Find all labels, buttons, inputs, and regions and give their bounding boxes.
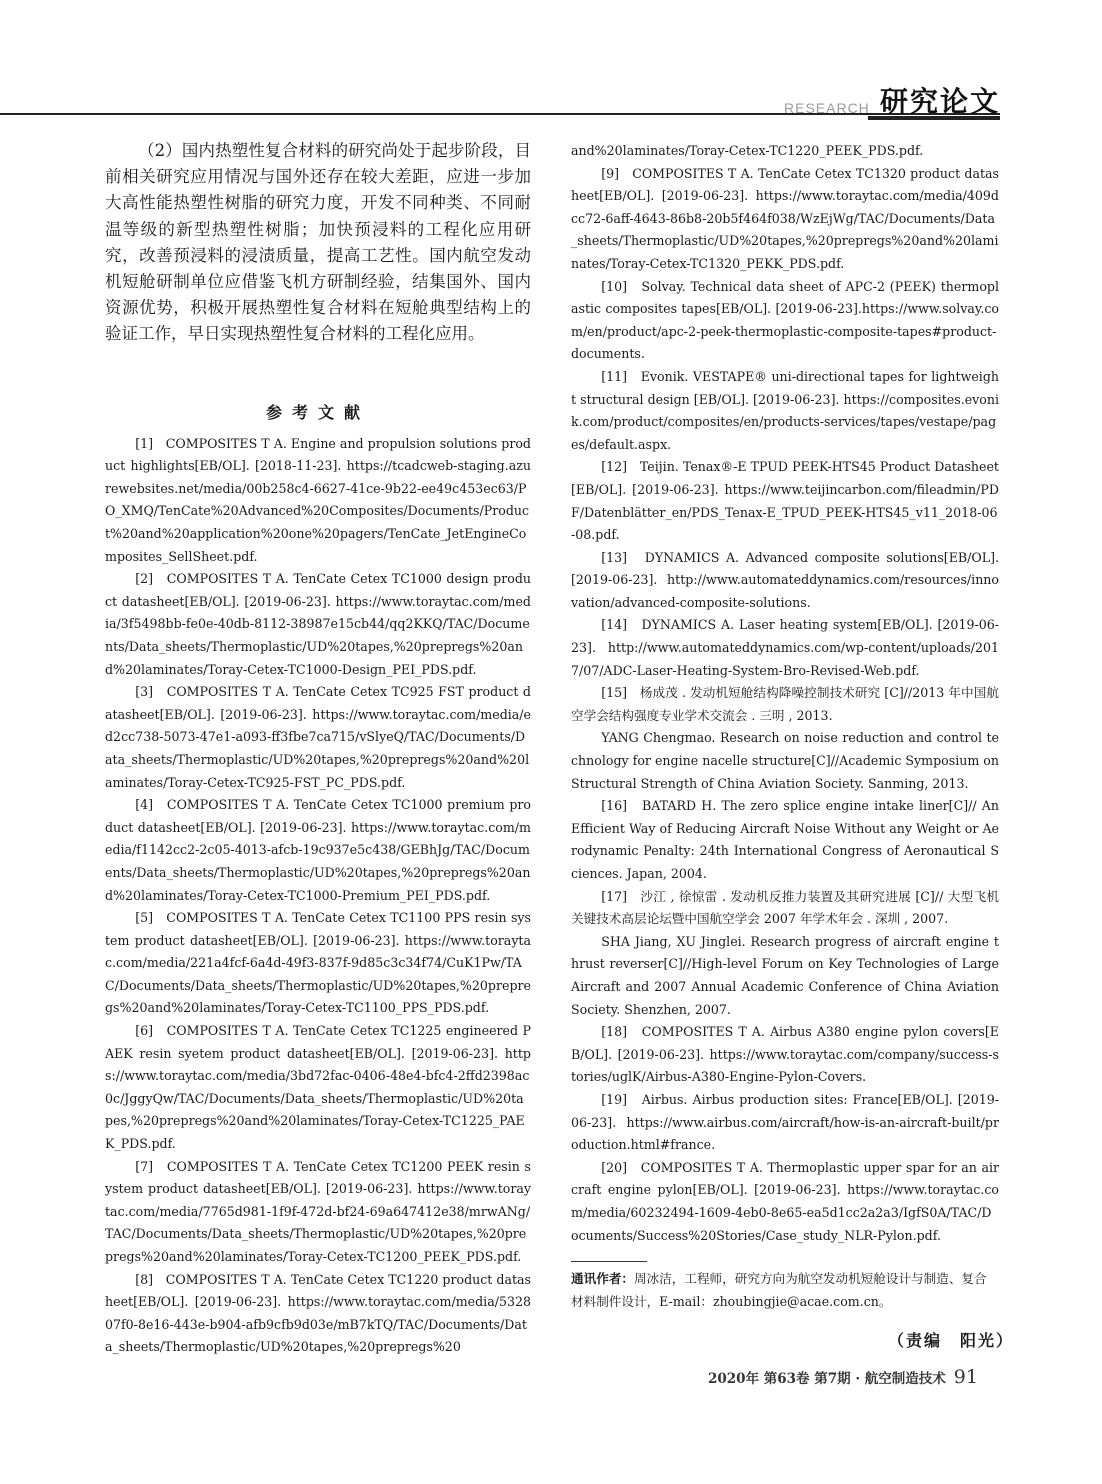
reference-entry: [10] Solvay. Technical data sheet of APC-2 (PEEK) thermoplastic composites tapes[EB/OL]. [2019-06-23].https://www.solvay.com/en/product/apc-2-peek-thermoplastic-composite-tapes#product-documents. — [571, 278, 999, 362]
footnote-label: 通讯作者： — [571, 1271, 634, 1287]
page-number: 91 — [953, 1366, 978, 1388]
reference-entry: [5] COMPOSITES T A. TenCate Cetex TC1100 PPS resin system product datasheet[EB/OL]. [2019-06-23]. https://www.toraytac.com/media/221a4fcf-6a4d-49f3-837f-9d85c3c34f74/CuK1Pw/TAC/Documents/Data_sheets/Thermoplastic/UD%20tapes,%20prepregs%20and%20laminates/Toray-Cetex-TC1100_PPS_PDS.pdf. — [105, 910, 531, 1016]
references-heading: 参考文献 — [265, 402, 370, 422]
reference-entry: SHA Jiang, XU Jinglei. Research progress of aircraft engine thrust reverser[C]//High-level Forum on Key Technologies of Large Aircraft and 2007 Annual Academic Conference of China Aviation Society. Shenzhen, 2007. — [571, 933, 999, 1017]
conclusion-paragraph: （2）国内热塑性复合材料的研究尚处于起步阶段，目前相关研究应用情况与国外还存在较大差距，应进一步加大高性能热塑性树脂的研究力度，开发不同种类、不同耐温等级的新型热塑性树脂；加快预浸料的工程化应用研究，改善预浸料的浸渍质量，提高工艺性。国内航空发动机短舱研制单位应借鉴飞机方研制经验，结集国外、国内资源优势，积极开展热塑性复合材料在短舱典型结构上的验证工作，早日实现热塑性复合材料的工程化应用。 — [105, 141, 531, 344]
reference-entry: [2] COMPOSITES T A. TenCate Cetex TC1000 design product datasheet[EB/OL]. [2019-06-23]. https://www.toraytac.com/media/3f5498bb-fe0e-40db-8112-38987e15cb44/qq2KKQ/TAC/Documents/Data_sheets/Thermoplastic/UD%20tapes,%20prepregs%20and%20laminates/Toray-Cetex-TC1000-Design_PEI_PDS.pdf. — [105, 571, 531, 677]
references-list-right — [571, 140, 999, 1247]
journal-issue: 2020年 第63卷 第7期 · 航空制造技术 — [708, 1371, 946, 1387]
section-title: 研究论文 — [880, 85, 1001, 118]
reference-entry: [14] DYNAMICS A. Laser heating system[EB/OL]. [2019-06-23]. http://www.automateddynamics.com/wp-content/uploads/2017/07/ADC-Laser-Heating-System-Bro-Revised-Web.pdf. — [571, 617, 999, 678]
right-column — [571, 140, 999, 1313]
footnote-text: 周冰洁，工程师，研究方向为航空发动机短舱设计与制造、复合材料制件设计，E-mail：zhoubingjie@acae.com.cn。 — [571, 1271, 987, 1309]
reference-entry: [18] COMPOSITES T A. Airbus A380 engine pylon covers[EB/OL]. [2019-06-23]. https://www.toraytac.com/company/success-stories/uglK/Airbus-A380-Engine-Pylon-Covers. — [571, 1024, 999, 1085]
references-list-left — [105, 433, 531, 1359]
reference-entry: YANG Chengmao. Research on noise reduction and control technology for engine nacelle structure[C]//Academic Symposium on Structural Strength of China Aviation Society. Sanming, 2013. — [571, 730, 999, 791]
footnote-rule — [571, 1261, 647, 1262]
left-column — [105, 138, 531, 1359]
reference-entry: [3] COMPOSITES T A. TenCate Cetex TC925 FST product datasheet[EB/OL]. [2019-06-23]. https://www.toraytac.com/media/ed2cc738-5073-47e1-a093-ff3fbe7ca715/vSlyeQ/TAC/Documents/Data_sheets/Thermoplastic/UD%20tapes,%20prepregs%20and%20laminates/Toray-Cetex-TC925-FST_PC_PDS.pdf. — [105, 684, 531, 790]
page-footer — [708, 1366, 978, 1388]
reference-entry: [13] DYNAMICS A. Advanced composite solutions[EB/OL]. [2019-06-23]. http://www.automateddynamics.com/resources/innovation/advanced-composite-solutions. — [571, 549, 999, 610]
editor-credit: （责编 阳光） — [888, 1331, 1015, 1350]
reference-entry: [6] COMPOSITES T A. TenCate Cetex TC1225 engineered PAEK resin syetem product datasheet[EB/OL]. [2019-06-23]. https://www.toraytac.com/media/3bd72fac-0406-48e4-bfc4-2ffd2398ac0c/JggyQw/TAC/Documents/Data_sheets/Thermoplastic/UD%20tapes,%20prepregs%20and%20laminates/Toray-Cetex-TC1225_PAEK_PDS.pdf. — [105, 1023, 531, 1152]
reference-entry: [8] COMPOSITES T A. TenCate Cetex TC1220 product datasheet[EB/OL]. [2019-06-23]. https://www.toraytac.com/media/532807f0-8e16-443e-b904-afb9cfb9d03e/mB7kTQ/TAC/Documents/Data_sheets/Thermoplastic/UD%20tapes,%20prepregs%20 — [105, 1271, 531, 1355]
reference-entry: [15] 杨成茂 . 发动机短舱结构降噪控制技术研究 [C]//2013 年中国航空学会结构强度专业学术交流会 . 三明 , 2013. — [571, 685, 999, 723]
reference-entry: [17] 沙江 , 徐惊雷 . 发动机反推力装置及其研究进展 [C]// 大型飞机关键技术高层论坛暨中国航空学会 2007 年学术年会 . 深圳 , 2007. — [571, 888, 999, 927]
reference-entry: [20] COMPOSITES T A. Thermoplastic upper spar for an aircraft engine pylon[EB/OL]. [2019-06-23]. https://www.toraytac.com/media/60232494-1609-4eb0-8e65-ea5d1cc2a2a3/IgfS0A/TAC/Documents/Success%20Stories/Case_study_NLR-Pylon.pdf. — [571, 1159, 999, 1243]
reference-entry: and%20laminates/Toray-Cetex-TC1220_PEEK_PDS.pdf. — [571, 143, 924, 158]
reference-entry: [9] COMPOSITES T A. TenCate Cetex TC1320 product datasheet[EB/OL]. [2019-06-23]. https://www.toraytac.com/media/409dcc72-6aff-4643-86b8-20b5f464f038/WzEjWg/TAC/Documents/Data_sheets/Thermoplastic/UD%20tapes,%20prepregs%20and%20laminates/Toray-Cetex-TC1320_PEKK_PDS.pdf. — [571, 165, 999, 271]
author-footnote — [571, 1268, 999, 1313]
reference-entry: [16] BATARD H. The zero splice engine intake liner[C]// An Efficient Way of Reducing Aircraft Noise Without any Weight or Aerodynamic Penalty: 24th International Congress of Aeronautical Sciences. Japan, 2004. — [571, 798, 999, 881]
section-label-research: RESEARCH — [784, 100, 870, 116]
reference-entry: [1] COMPOSITES T A. Engine and propulsion solutions product highlights[EB/OL]. [2018-11-23]. https://tcadcweb-staging.azurewebsites.net/media/00b258c4-6627-41ce-9b22-ee49c453ec63/PO_XMQ/TenCate%20Advanced%20Composites/Documents/Product%20and%20application%20one%20pagers/TenCate_JetEngineComposites_SellSheet.pdf. — [105, 435, 531, 564]
reference-entry: [4] COMPOSITES T A. TenCate Cetex TC1000 premium product datasheet[EB/OL]. [2019-06-23]. https://www.toraytac.com/media/f1142cc2-2c05-4013-afcb-19c937e5c438/GEBhJg/TAC/Documents/Data_sheets/Thermoplastic/UD%20tapes,%20prepregs%20and%20laminates/Toray-Cetex-TC1000-Premium_PEI_PDS.pdf. — [105, 797, 531, 903]
reference-entry: [12] Teijin. Tenax®-E TPUD PEEK-HTS45 Product Datasheet [EB/OL]. [2019-06-23]. https://www.teijincarbon.com/fileadmin/PDF/Datenblätter_en/PDS_Tenax-E_TPUD_PEEK-HTS45_v11_2018-06-08.pdf. — [571, 459, 999, 543]
reference-entry: [19] Airbus. Airbus production sites: France[EB/OL]. [2019-06-23]. https://www.airbus.com/aircraft/how-is-an-aircraft-built/production.html#france. — [571, 1091, 999, 1153]
reference-entry: [11] Evonik. VESTAPE® uni-directional tapes for lightweight structural design [EB/OL]. [2019-06-23]. https://composites.evonik.com/product/composites/en/products-services/tapes/vestape/pages/default.aspx. — [571, 368, 999, 452]
reference-entry: [7] COMPOSITES T A. TenCate Cetex TC1200 PEEK resin system product datasheet[EB/OL]. [2019-06-23]. https://www.toraytac.com/media/7765d981-1f9f-472d-bf24-69a647412e38/mrwANg/TAC/Documents/Data_sheets/Thermoplastic/UD%20tapes,%20prepregs%20and%20laminates/Toray-Cetex-TC1200_PEEK_PDS.pdf. — [105, 1158, 531, 1264]
